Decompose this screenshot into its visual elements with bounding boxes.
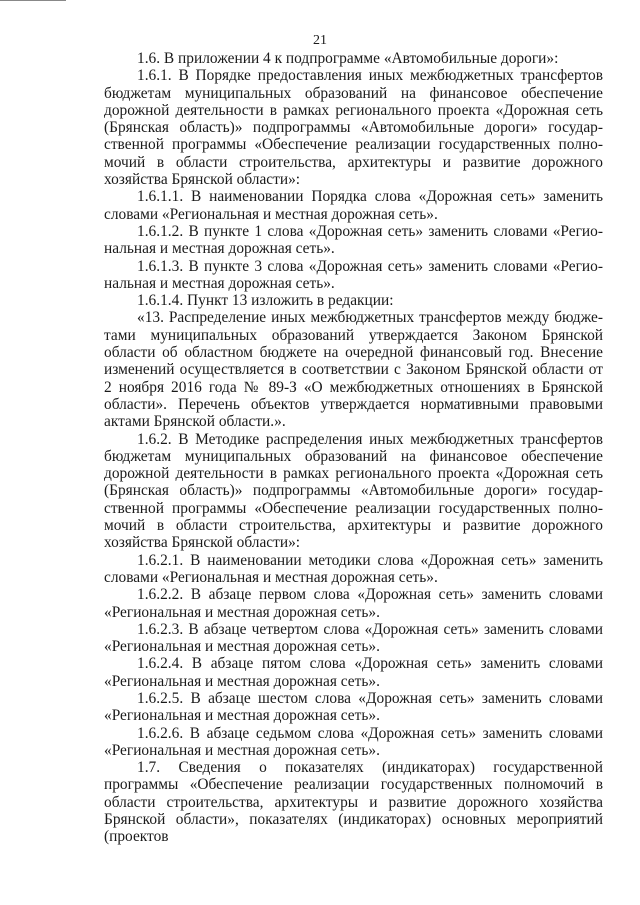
paragraph-1-6-1-4: 1.6.1.4. Пункт 13 изложить в редакции:	[137, 292, 394, 310]
paragraph-1-6-1-3: 1.6.1.3. В пункте 3 слова «Дорожная сеть» заменить словами «Региональная и местная дорожная сеть».	[104, 257, 603, 292]
page-number: 21	[313, 33, 327, 48]
top-edge-line	[0, 0, 66, 1]
paragraph-1-6-2: 1.6.2. В Методике распределения иных межбюджетных трансфертов бюджетам муниципальных образований на финансовое обеспечение дорожной деятельности в рамках регионального проекта «Дорожная сеть (Брянская область)» подпрограммы «Автомобильные дороги» государственной программы «Обеспечение реализации государственных полномочий в области строительства, архитектуры и развитие дорожного хозяйства Брянской области»:	[104, 430, 603, 552]
document-body	[104, 50, 603, 846]
paragraph-1-6-2-2: 1.6.2.2. В абзаце первом слова «Дорожная сеть» заменить словами «Региональная и местная дорожная сеть».	[104, 586, 603, 621]
paragraph-1-7: 1.7. Сведения о показателях (индикаторах) государственной программы «Обеспечение реализации государственных полномочий в области строительства, архитектуры и развитие дорожного хозяйства Брянской области», показателях (индикаторах) основных мероприятий (проектов	[104, 759, 603, 846]
paragraph-1-6-1-2: 1.6.1.2. В пункте 1 слова «Дорожная сеть» заменить словами «Региональная и местная дорожная сеть».	[104, 222, 603, 258]
paragraph-1-6-2-4: 1.6.2.4. В абзаце пятом слова «Дорожная сеть» заменить словами «Региональная и местная дорожная сеть».	[104, 655, 603, 690]
paragraph-1-6: 1.6. В приложении 4 к подпрограмме «Автомобильные дороги»:	[137, 50, 559, 67]
paragraph-1-6-2-5: 1.6.2.5. В абзаце шестом слова «Дорожная сеть» заменить словами «Региональная и местная дорожная сеть».	[104, 689, 603, 725]
paragraph-1-6-1: 1.6.1. В Порядке предоставления иных межбюджетных трансфертов бюджетам муниципальных образований на финансовое обеспечение дорожной деятельности в рамках регионального проекта «Дорожная сеть (Брянская область)» подпрограммы «Автомобильные дороги» государственной программы «Обеспечение реализации государственных полномочий в области строительства, архитектуры и развитие дорожного хозяйства Брянской области»:	[104, 67, 603, 189]
paragraph-1-6-2-3: 1.6.2.3. В абзаце четвертом слова «Дорожная сеть» заменить словами «Региональная и местная дорожная сеть».	[104, 620, 603, 656]
paragraph-1-6-2-6: 1.6.2.6. В абзаце седьмом слова «Дорожная сеть» заменить словами «Региональная и местная дорожная сеть».	[104, 724, 603, 759]
paragraph-quote-13: «13. Распределение иных межбюджетных трансфертов между бюджетами муниципальных образований утверждается Законом Брянской области об областном бюджете на очередной финансовый год. Внесение изменений осуществляется в соответствии с Законом Брянской области от 2 ноября 2016 года № 89-З «О межбюджетных отношениях в Брянской области». Перечень объектов утверждается нормативными правовыми актами Брянской области.».	[104, 309, 603, 431]
paragraph-1-6-2-1: 1.6.2.1. В наименовании методики слова «Дорожная сеть» заменить словами «Региональная и местная дорожная сеть».	[104, 551, 603, 586]
paragraph-1-6-1-1: 1.6.1.1. В наименовании Порядка слова «Дорожная сеть» заменить словами «Региональная и местная дорожная сеть».	[104, 188, 603, 223]
